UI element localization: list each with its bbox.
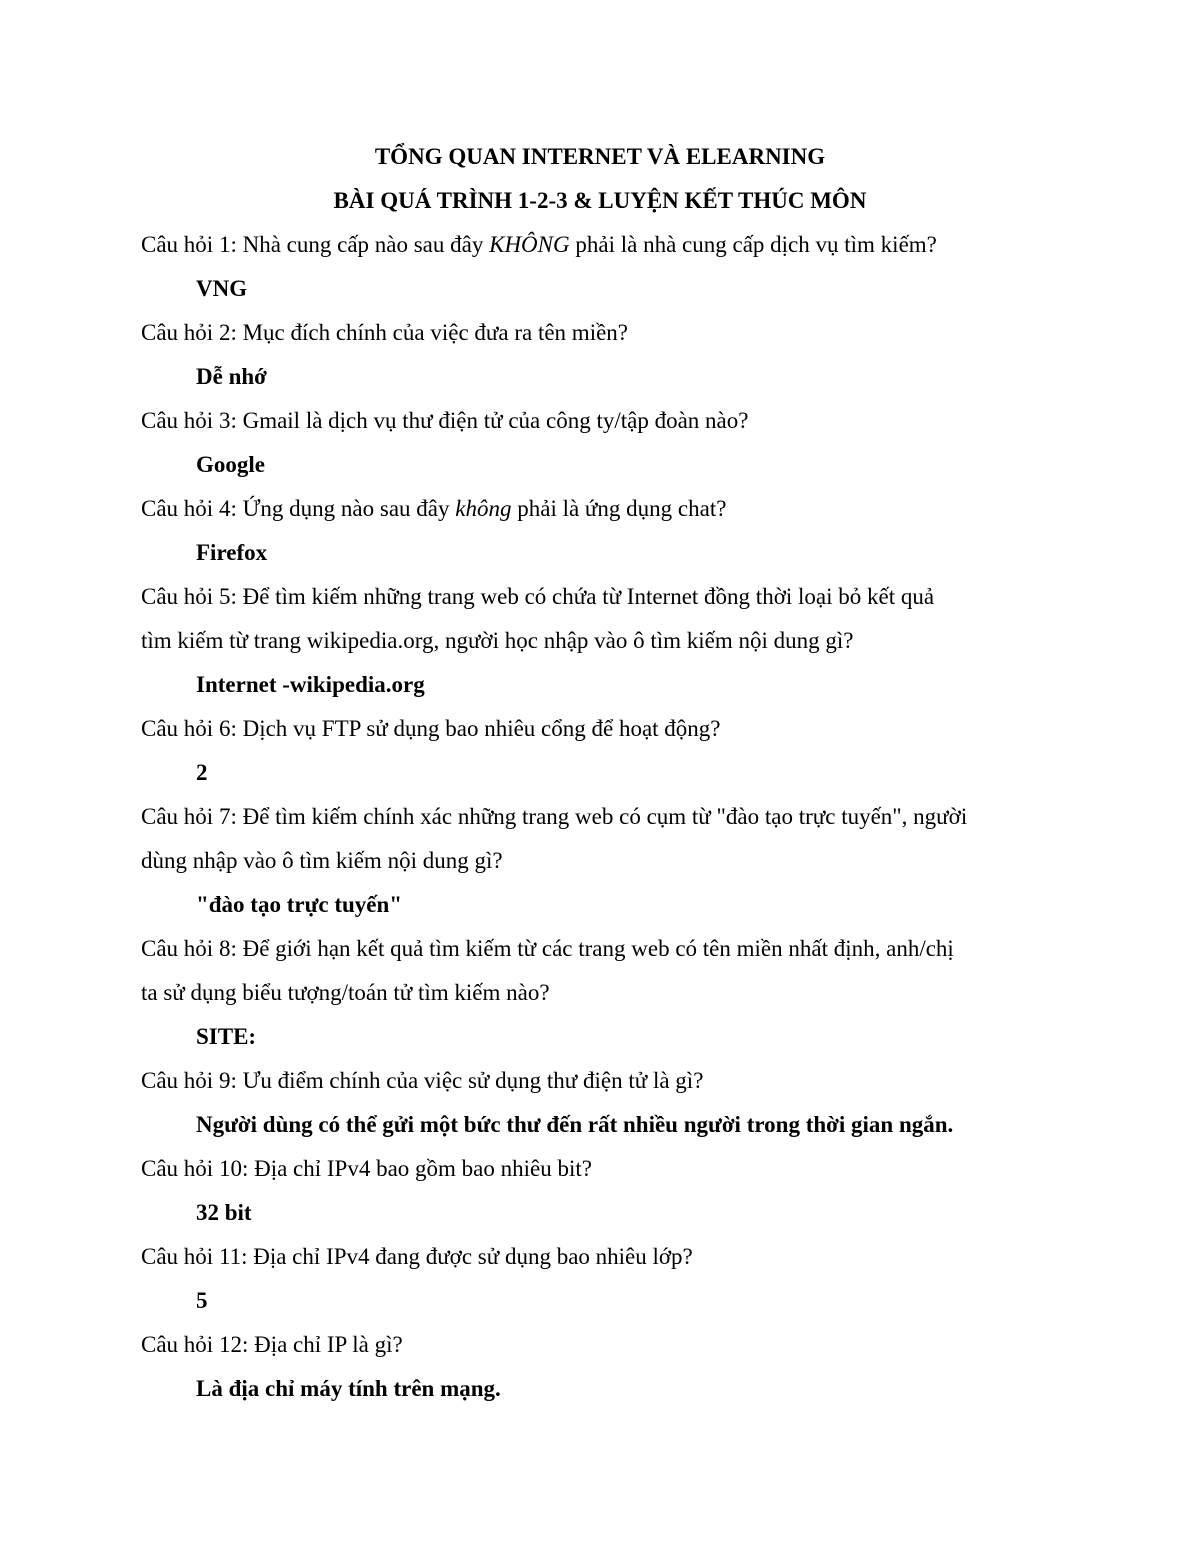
question-5-line-1: Câu hỏi 5: Để tìm kiếm những trang web có chứa từ Internet đồng thời loại bỏ kết quả bbox=[141, 584, 935, 609]
answer-3: Google bbox=[196, 452, 265, 477]
question-1 bbox=[141, 230, 937, 260]
question-text: phải là nhà cung cấp dịch vụ tìm kiếm? bbox=[569, 232, 937, 257]
answer-8: SITE: bbox=[196, 1024, 257, 1049]
question-11: Câu hỏi 11: Địa chỉ IPv4 đang được sử dụng bao nhiêu lớp? bbox=[141, 1244, 693, 1269]
question-text: Câu hỏi 1: Nhà cung cấp nào sau đây bbox=[141, 232, 490, 257]
question-7-line-2: dùng nhập vào ô tìm kiếm nội dung gì? bbox=[141, 848, 503, 873]
answer-1: VNG bbox=[196, 276, 248, 301]
question-7-line-1: Câu hỏi 7: Để tìm kiếm chính xác những trang web có cụm từ "đào tạo trực tuyến", người bbox=[141, 804, 968, 829]
question-emphasis: KHÔNG bbox=[489, 232, 570, 257]
document-subtitle: BÀI QUÁ TRÌNH 1-2-3 & LUYỆN KẾT THÚC MÔN bbox=[333, 188, 867, 213]
answer-6: 2 bbox=[196, 760, 208, 785]
answer-10: 32 bit bbox=[196, 1200, 252, 1225]
answer-12: Là địa chỉ máy tính trên mạng. bbox=[196, 1376, 501, 1401]
question-8-line-1: Câu hỏi 8: Để giới hạn kết quả tìm kiếm từ các trang web có tên miền nhất định, anh/chị bbox=[141, 936, 954, 961]
question-12: Câu hỏi 12: Địa chỉ IP là gì? bbox=[141, 1332, 403, 1357]
question-4 bbox=[141, 494, 726, 524]
question-text: phải là ứng dụng chat? bbox=[511, 496, 727, 521]
answer-5: Internet -wikipedia.org bbox=[196, 672, 425, 697]
question-10: Câu hỏi 10: Địa chỉ IPv4 bao gồm bao nhiêu bit? bbox=[141, 1156, 592, 1181]
question-8-line-2: ta sử dụng biểu tượng/toán tử tìm kiếm nào? bbox=[141, 980, 550, 1005]
question-3: Câu hỏi 3: Gmail là dịch vụ thư điện tử của công ty/tập đoàn nào? bbox=[141, 408, 749, 433]
answer-9: Người dùng có thể gửi một bức thư đến rất nhiều người trong thời gian ngắn. bbox=[196, 1112, 954, 1137]
question-9: Câu hỏi 9: Ưu điểm chính của việc sử dụng thư điện tử là gì? bbox=[141, 1068, 704, 1093]
question-text: Câu hỏi 4: Ứng dụng nào sau đây bbox=[141, 496, 456, 521]
answer-11: 5 bbox=[196, 1288, 208, 1313]
question-emphasis: không bbox=[455, 496, 512, 521]
question-5-line-2: tìm kiếm từ trang wikipedia.org, người học nhập vào ô tìm kiếm nội dung gì? bbox=[141, 628, 854, 653]
document-title: TỔNG QUAN INTERNET VÀ ELEARNING bbox=[374, 144, 826, 169]
answer-2: Dễ nhớ bbox=[196, 364, 267, 389]
question-6: Câu hỏi 6: Dịch vụ FTP sử dụng bao nhiêu cổng để hoạt động? bbox=[141, 716, 721, 741]
question-2: Câu hỏi 2: Mục đích chính của việc đưa ra tên miền? bbox=[141, 320, 628, 345]
answer-4: Firefox bbox=[196, 540, 268, 565]
answer-7: "đào tạo trực tuyến" bbox=[196, 892, 403, 917]
